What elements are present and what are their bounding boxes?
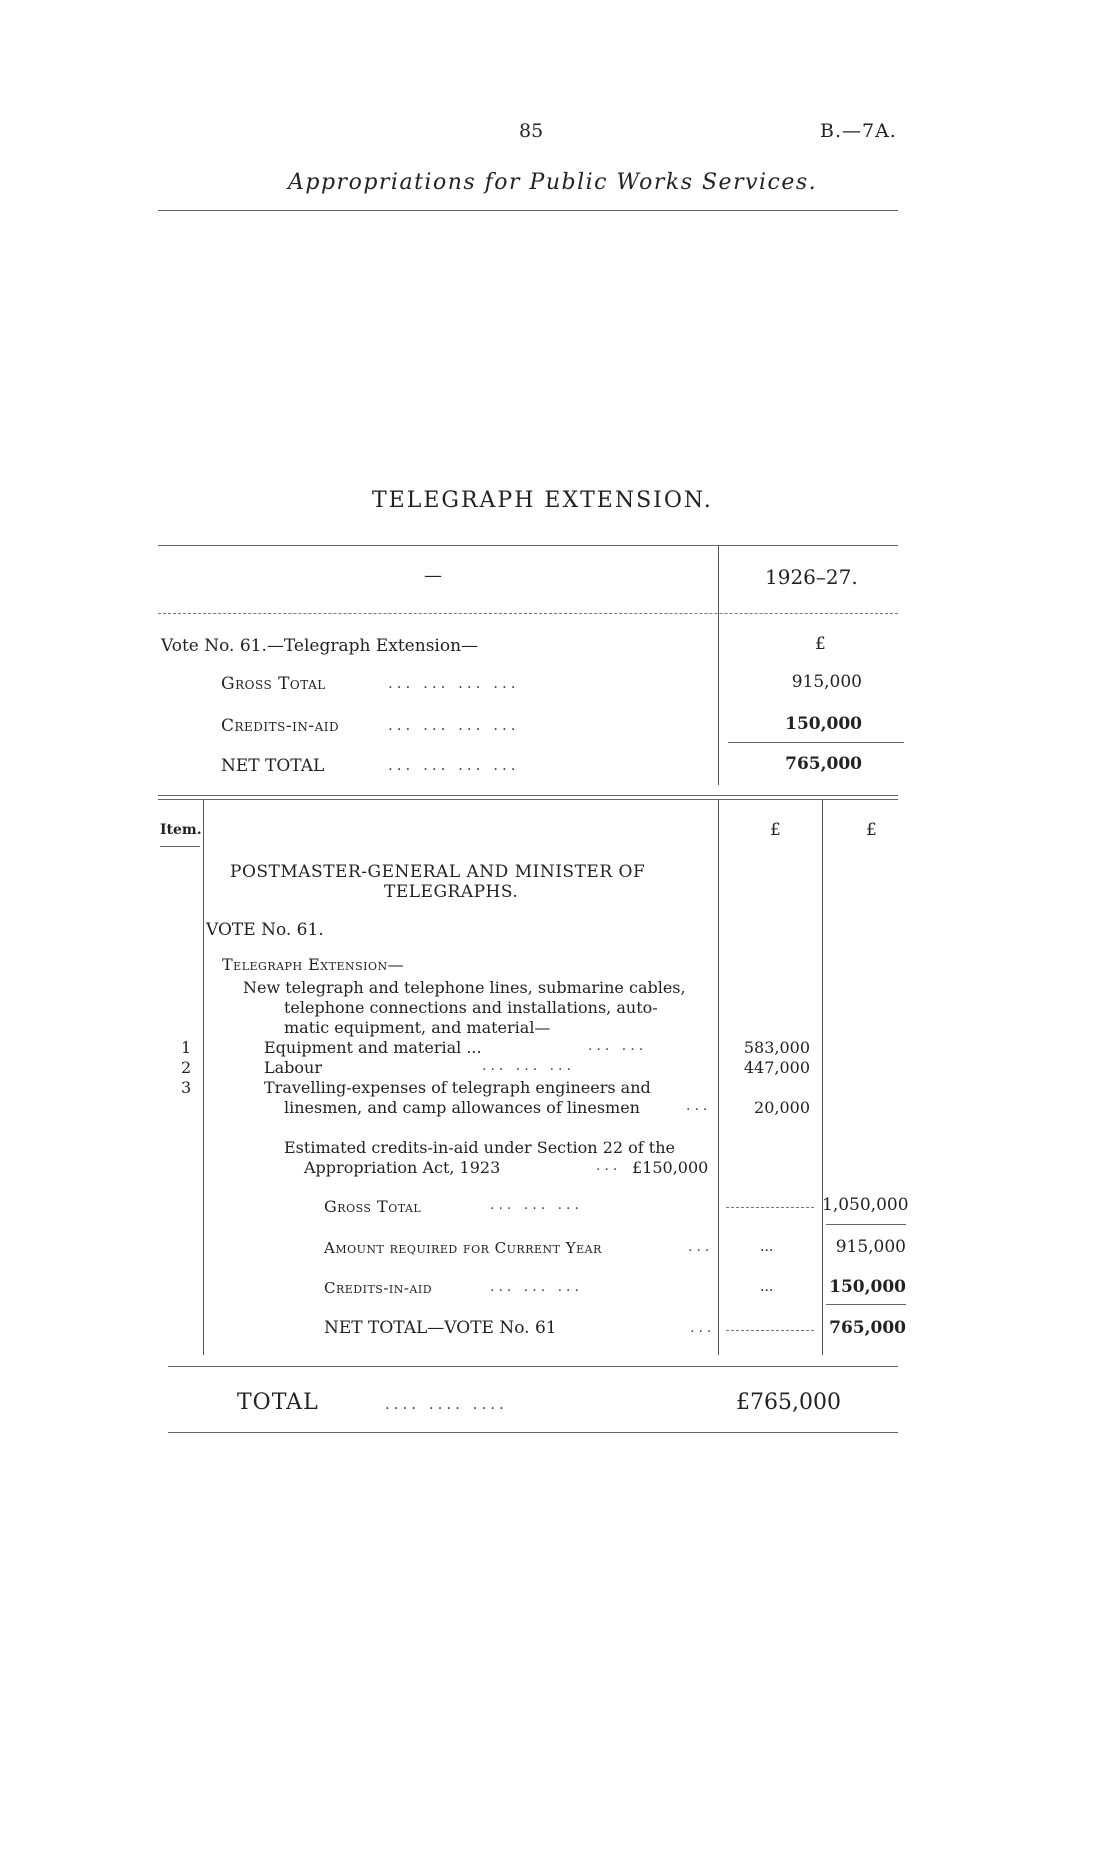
summary-dots-net: ... ... ... ... bbox=[388, 756, 520, 774]
running-title: Appropriations for Public Works Services. bbox=[288, 170, 818, 195]
summary-sum-rule bbox=[728, 742, 904, 743]
total-label-gross: Gross Total bbox=[324, 1197, 422, 1216]
header-rule bbox=[158, 210, 898, 211]
item-value: 447,000 bbox=[743, 1058, 810, 1077]
total-dots-credits: ... ... ... bbox=[490, 1279, 583, 1295]
summary-value-gross: 915,000 bbox=[791, 672, 862, 692]
net-total-dash bbox=[726, 1330, 814, 1331]
grand-total-rule bbox=[168, 1432, 898, 1433]
credits-total-rule bbox=[826, 1304, 906, 1305]
total-value-credits: 150,000 bbox=[829, 1277, 906, 1297]
summary-dash: — bbox=[424, 565, 442, 586]
item-number: 2 bbox=[181, 1058, 192, 1077]
detail-bottom-rule bbox=[168, 1366, 898, 1367]
total-label-amount-required: Amount required for Current Year bbox=[324, 1239, 602, 1257]
gross-total-rule bbox=[826, 1224, 906, 1225]
summary-dots-credits: ... ... ... ... bbox=[388, 716, 520, 734]
total-value-gross: 1,050,000 bbox=[822, 1195, 909, 1215]
summary-bottom-rule-2 bbox=[158, 799, 898, 800]
ministry-line-1: POSTMASTER-GENERAL AND MINISTER OF bbox=[230, 862, 646, 882]
item-label-line-2: linesmen, and camp allowances of linesmen bbox=[284, 1098, 640, 1117]
credits-note-line-2: Appropriation Act, 1923 bbox=[304, 1158, 501, 1177]
total-value-amount-required: 915,000 bbox=[835, 1237, 906, 1257]
summary-currency: £ bbox=[815, 634, 826, 654]
total-dots-amount-required: ... bbox=[688, 1239, 714, 1255]
credits-note-line-1: Estimated credits-in-aid under Section 22 of the bbox=[284, 1138, 675, 1157]
intro-line-2: telephone connections and installations, auto- bbox=[284, 998, 658, 1017]
summary-divider bbox=[718, 545, 719, 785]
item-header-rule bbox=[160, 846, 200, 847]
detail-item-divider bbox=[203, 800, 204, 1355]
total-label-credits: Credits-in-aid bbox=[324, 1279, 433, 1297]
gross-total-dash bbox=[726, 1207, 814, 1208]
summary-label-net: NET TOTAL bbox=[221, 756, 325, 776]
item-label-line-1: Travelling-expenses of telegraph engineers and bbox=[264, 1078, 651, 1097]
summary-value-credits: 150,000 bbox=[785, 714, 862, 734]
item-dots: ... ... ... bbox=[482, 1058, 575, 1074]
page-number: 85 bbox=[519, 120, 544, 142]
credits-note-amount: £150,000 bbox=[632, 1158, 709, 1177]
intro-line-3: matic equipment, and material— bbox=[284, 1018, 551, 1037]
detail-currency-2: £ bbox=[866, 820, 877, 840]
total-dots-gross: ... ... ... bbox=[490, 1197, 583, 1213]
total-col1-amount-required: ... bbox=[760, 1239, 774, 1255]
year-header: 1926–27. bbox=[765, 565, 858, 589]
detail-divider-2 bbox=[822, 800, 823, 1355]
grand-total-dots: .... .... .... bbox=[385, 1395, 508, 1413]
summary-label-gross: Gross Total bbox=[221, 674, 326, 694]
grand-total-value: £765,000 bbox=[736, 1390, 841, 1415]
item-label: Labour bbox=[264, 1058, 322, 1077]
item-label: Equipment and material ... bbox=[264, 1038, 482, 1057]
item-value: 20,000 bbox=[754, 1098, 810, 1117]
item-number: 3 bbox=[181, 1078, 192, 1097]
item-dots: ... bbox=[686, 1098, 712, 1114]
item-value: 583,000 bbox=[743, 1038, 810, 1057]
total-value-net: 765,000 bbox=[829, 1318, 906, 1338]
detail-divider-1 bbox=[718, 800, 719, 1355]
intro-line-1: New telegraph and telephone lines, submarine cables, bbox=[243, 978, 686, 997]
total-col1-credits: ... bbox=[760, 1279, 774, 1295]
item-dots: ... ... bbox=[588, 1038, 648, 1054]
detail-currency-1: £ bbox=[770, 820, 781, 840]
vote-label: VOTE No. 61. bbox=[206, 920, 324, 940]
item-number: 1 bbox=[181, 1038, 192, 1057]
vote-line: Vote No. 61.—Telegraph Extension— bbox=[161, 636, 479, 656]
ministry-line-2: TELEGRAPHS. bbox=[384, 882, 519, 902]
summary-top-rule bbox=[158, 545, 898, 546]
summary-value-net: 765,000 bbox=[785, 754, 862, 774]
summary-bottom-rule-1 bbox=[158, 795, 898, 796]
credits-note-dots: ... bbox=[596, 1158, 622, 1174]
grand-total-label: TOTAL bbox=[237, 1390, 319, 1415]
total-label-net: NET TOTAL—VOTE No. 61 bbox=[324, 1318, 557, 1338]
summary-header-rule bbox=[158, 613, 898, 614]
document-code: B.—7A. bbox=[820, 120, 897, 142]
total-dots-net: ... bbox=[690, 1320, 716, 1336]
section-title: TELEGRAPH EXTENSION. bbox=[372, 488, 713, 513]
summary-label-credits: Credits-in-aid bbox=[221, 716, 340, 736]
item-header: Item. bbox=[160, 822, 202, 838]
subhead-telegraph-extension: Telegraph Extension— bbox=[222, 955, 405, 974]
summary-dots-gross: ... ... ... ... bbox=[388, 674, 520, 692]
